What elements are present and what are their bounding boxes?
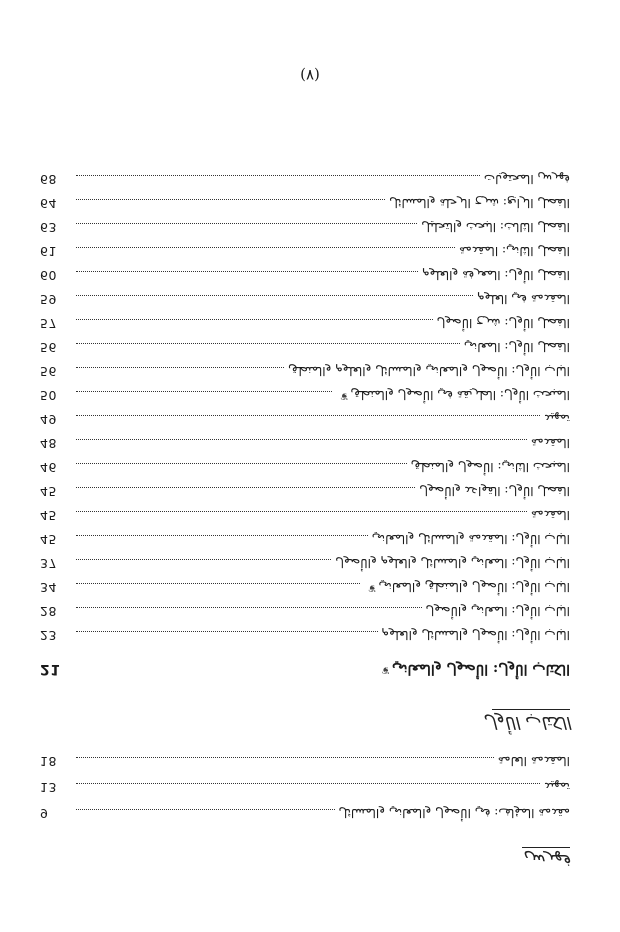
dot-leader bbox=[76, 463, 407, 465]
dot-leader bbox=[76, 559, 331, 561]
dot-leader bbox=[76, 415, 540, 417]
dot-leader bbox=[76, 199, 385, 201]
toc-title: الكتاب الأول: الأصول والمعاني bbox=[391, 661, 570, 677]
toc-entry[interactable] bbox=[40, 340, 570, 356]
toc-page-number: 28 bbox=[40, 604, 57, 619]
toc-title: الفصل الأول: المعرفة والعلوم bbox=[422, 268, 570, 282]
dot-leader bbox=[76, 247, 455, 249]
toc-entry[interactable] bbox=[40, 244, 570, 260]
heading-underline bbox=[492, 709, 570, 710]
toc-entry[interactable] bbox=[40, 604, 570, 620]
section-heading-bottom: فهرس bbox=[523, 850, 570, 870]
toc-page-number: 59 bbox=[40, 292, 57, 307]
toc-entry[interactable] bbox=[40, 484, 570, 500]
toc-title: الفصل الرابع: شرح الرحلة والمسائل bbox=[389, 196, 570, 210]
dot-leader bbox=[76, 757, 494, 759]
toc-title: مقدمة المؤلف: في الأصول والمعاني والمسائل bbox=[338, 806, 570, 820]
dot-leader bbox=[76, 319, 433, 321]
dot-leader bbox=[76, 809, 335, 811]
dot-leader bbox=[76, 343, 460, 345]
dot-leader bbox=[76, 175, 480, 177]
toc-page-number: 13 bbox=[40, 780, 57, 795]
dot-leader bbox=[76, 783, 540, 785]
toc-entry[interactable] bbox=[40, 556, 570, 572]
toc-title: المقدمة bbox=[530, 436, 570, 450]
toc-title: الفصل الثالث: البحث والتحليل bbox=[421, 220, 570, 234]
toc-page-number: 48 bbox=[40, 436, 57, 451]
toc-entry[interactable] bbox=[40, 780, 570, 796]
toc-entry[interactable] bbox=[40, 412, 570, 428]
toc-title: الباب الأول: الأصول والمسائل والعلوم bbox=[381, 628, 570, 642]
toc-page-number: 57 bbox=[40, 316, 57, 331]
toc-title: المقدمة في العلوم bbox=[477, 292, 570, 306]
toc-entry[interactable] bbox=[40, 532, 570, 548]
toc-entry[interactable] bbox=[40, 364, 570, 380]
page-number: (٧) bbox=[300, 66, 320, 84]
dot-leader bbox=[76, 607, 422, 609]
toc-page-number: 68 bbox=[40, 172, 57, 187]
toc-page-number: 50 bbox=[40, 388, 57, 403]
toc-title: الباب الأول: المعاني والمسائل والعلوم والأصول bbox=[335, 556, 570, 570]
toc-entry[interactable] bbox=[40, 388, 570, 404]
fleuron-icon: ❦ bbox=[368, 582, 377, 593]
toc-title: المقدمة العامة bbox=[497, 754, 570, 768]
toc-title: الفصل الأول: شرح الأصول bbox=[436, 316, 570, 330]
toc-title: تمهيد bbox=[544, 412, 570, 426]
fleuron-icon: ❦ bbox=[340, 390, 349, 401]
toc-title: المبحث الأول: الطريقة في الأصول والمنطق bbox=[350, 388, 570, 402]
toc-entry[interactable] bbox=[40, 316, 570, 332]
dot-leader bbox=[76, 295, 473, 297]
fleuron-icon: ❦ bbox=[381, 664, 390, 675]
toc-page-number: 18 bbox=[40, 754, 57, 769]
dot-leader bbox=[76, 223, 417, 225]
dot-leader bbox=[76, 487, 415, 489]
toc-page-number: 34 bbox=[40, 580, 57, 595]
toc-page-number: 23 bbox=[40, 628, 57, 643]
dot-leader bbox=[76, 511, 527, 513]
toc-title: تمهيد bbox=[544, 780, 570, 794]
toc-entry[interactable] bbox=[40, 436, 570, 452]
toc-page-number: 9 bbox=[40, 806, 49, 821]
toc-title: المبحث الثاني: الأصول والمنطق bbox=[410, 460, 570, 474]
toc-title: الباب الأول: المقدمة والمسائل والمعاني bbox=[371, 532, 570, 546]
toc-title: الفصل الأول: المعاني bbox=[463, 340, 570, 354]
toc-page-number: 45 bbox=[40, 484, 57, 499]
toc-entry[interactable] bbox=[40, 806, 570, 822]
toc-page-number: 45 bbox=[40, 532, 57, 547]
toc-title: الباب الأول: الأصول والمنطق والمعاني bbox=[378, 580, 570, 594]
toc-title: الباب الأول: الأصول والمعاني والمسائل والعلوم والمنطق bbox=[288, 364, 570, 378]
toc-page-number: 56 bbox=[40, 340, 57, 355]
toc-entry[interactable] bbox=[40, 196, 570, 212]
toc-entry[interactable] bbox=[40, 268, 570, 284]
toc-page-number: 61 bbox=[40, 244, 57, 259]
toc-page-number: 60 bbox=[40, 268, 57, 283]
toc-page-number: 49 bbox=[40, 412, 57, 427]
heading-underline bbox=[522, 847, 570, 848]
toc-page-number: 56 bbox=[40, 364, 57, 379]
dot-leader bbox=[76, 439, 527, 441]
toc-title: المقدمة bbox=[530, 508, 570, 522]
toc-entry[interactable] bbox=[40, 508, 570, 524]
toc-page-number: 63 bbox=[40, 220, 57, 235]
toc-page-number: 37 bbox=[40, 556, 57, 571]
toc-title: الفصل الأول: القواعد والأصول bbox=[419, 484, 570, 498]
dot-leader bbox=[76, 583, 360, 585]
toc-entry[interactable] bbox=[40, 754, 570, 770]
toc-entry-bold[interactable] bbox=[40, 662, 570, 678]
toc-entry[interactable] bbox=[40, 220, 570, 236]
dot-leader bbox=[76, 535, 368, 537]
dot-leader bbox=[76, 367, 284, 369]
toc-entry[interactable] bbox=[40, 172, 570, 188]
toc-title: فهرس المحتويات bbox=[483, 172, 570, 186]
toc-page-number: 64 bbox=[40, 196, 57, 211]
dot-leader bbox=[76, 271, 418, 273]
toc-page-number: 21 bbox=[40, 661, 61, 677]
section-heading-middle: الكتاب الأول bbox=[483, 712, 570, 732]
dot-leader bbox=[76, 665, 374, 666]
toc-title: الفصل الثاني: المقدمة bbox=[459, 244, 570, 258]
dot-leader bbox=[76, 631, 378, 633]
toc-entry[interactable] bbox=[40, 292, 570, 308]
toc-entry[interactable] bbox=[40, 460, 570, 476]
dot-leader bbox=[76, 391, 332, 393]
toc-page-number: 45 bbox=[40, 508, 57, 523]
toc-entry[interactable] bbox=[40, 580, 570, 596]
toc-title: الباب الأول: المعاني والأصول bbox=[425, 604, 570, 618]
toc-page-number: 46 bbox=[40, 460, 57, 475]
toc-entry[interactable] bbox=[40, 628, 570, 644]
